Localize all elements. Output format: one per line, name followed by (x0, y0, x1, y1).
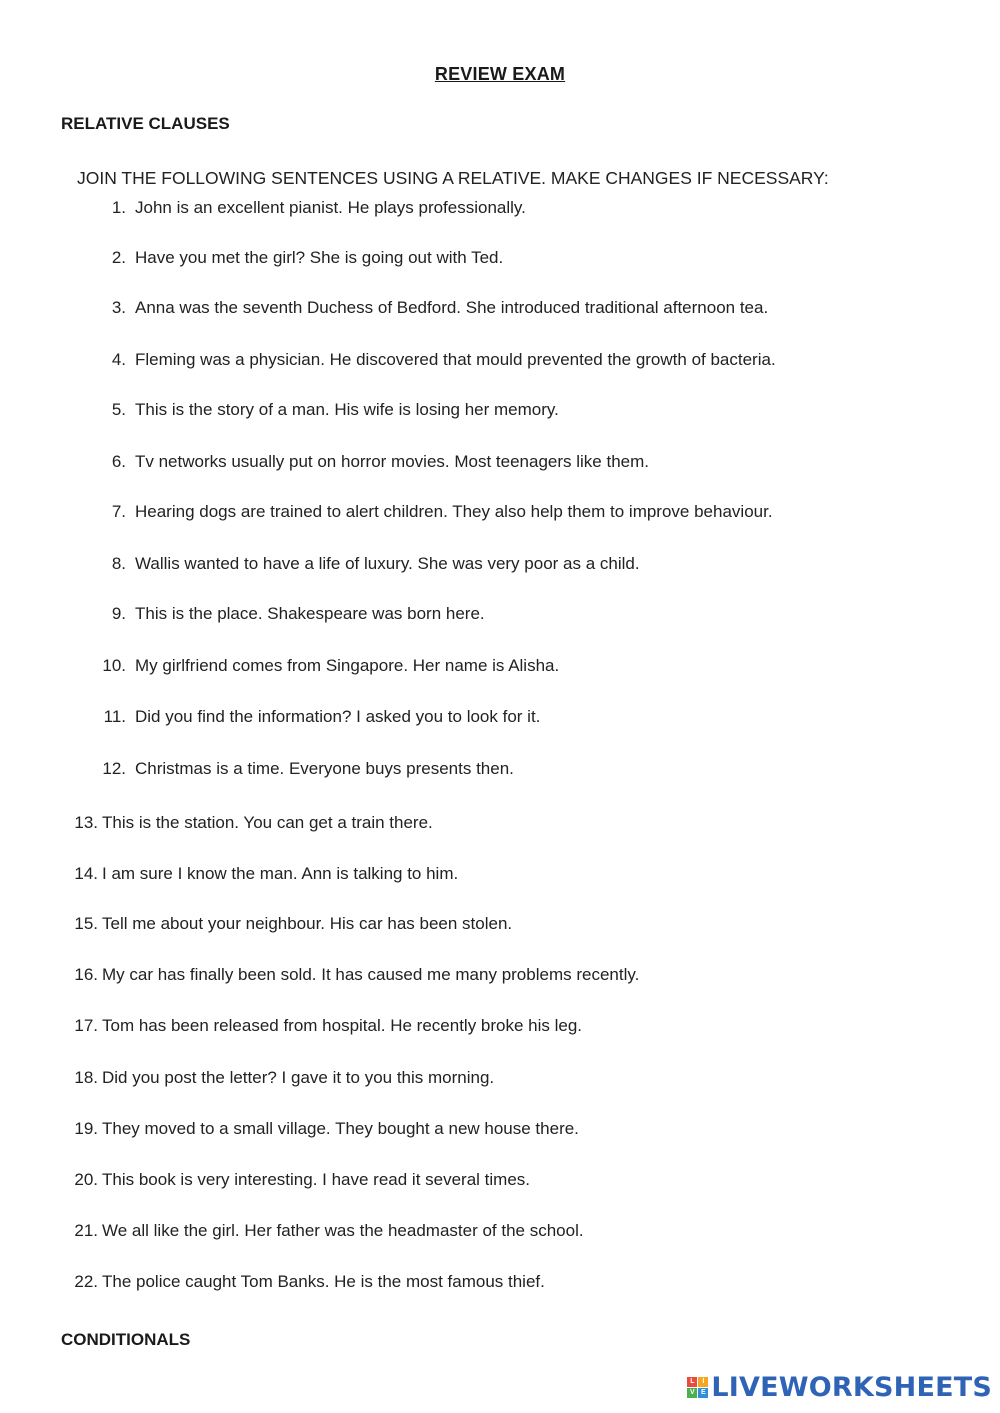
question-text: Tell me about your neighbour. His car has been stolen. (102, 914, 513, 933)
question-text: John is an excellent pianist. He plays professionally. (135, 198, 526, 217)
question-number: 19. (74, 1119, 98, 1138)
question-item (100, 400, 559, 420)
question-number: 22. (74, 1272, 98, 1291)
question-number: 4. (111, 350, 126, 369)
brand-letter: E (698, 1388, 708, 1398)
question-number: 13. (74, 813, 98, 832)
question-text: This is the story of a man. His wife is losing her memory. (135, 400, 559, 419)
question-text: This book is very interesting. I have read it several times. (102, 1170, 531, 1189)
question-text: The police caught Tom Banks. He is the most famous thief. (102, 1272, 545, 1291)
question-number: 21. (74, 1221, 98, 1240)
question-item (100, 656, 559, 676)
question-number: 16. (74, 965, 98, 984)
question-item (72, 1221, 584, 1241)
section-heading-conditionals: CONDITIONALS (61, 1330, 191, 1349)
brand-grid-icon (687, 1377, 708, 1398)
question-text: Tv networks usually put on horror movies. Most teenagers like them. (135, 452, 649, 471)
question-number: 18. (74, 1068, 98, 1087)
question-item (72, 914, 512, 934)
question-number: 7. (111, 502, 126, 521)
question-text: My girlfriend comes from Singapore. Her name is Alisha. (135, 656, 560, 675)
question-text: Did you find the information? I asked you to look for it. (135, 707, 541, 726)
question-item (72, 965, 639, 985)
question-item (100, 759, 514, 779)
question-item (72, 1119, 579, 1139)
brand-letter: V (687, 1388, 697, 1398)
question-number: 2. (111, 248, 126, 267)
question-number: 6. (111, 452, 126, 471)
question-number: 9. (111, 604, 126, 623)
question-text: My car has finally been sold. It has caused me many problems recently. (102, 965, 640, 984)
question-item (100, 298, 768, 318)
question-item (100, 604, 485, 624)
question-item (100, 452, 649, 472)
question-item (100, 248, 503, 268)
question-number: 5. (111, 400, 126, 419)
question-text: Christmas is a time. Everyone buys presents then. (135, 759, 514, 778)
question-item (72, 1016, 582, 1036)
question-text: Fleming was a physician. He discovered that mould prevented the growth of bacteria. (135, 350, 776, 369)
instructions: JOIN THE FOLLOWING SENTENCES USING A RELATIVE. MAKE CHANGES IF NECESSARY: (77, 168, 829, 188)
question-text: We all like the girl. Her father was the headmaster of the school. (102, 1221, 584, 1240)
question-number: 3. (111, 298, 126, 317)
question-item (100, 502, 773, 522)
question-item (100, 554, 640, 574)
question-text: Have you met the girl? She is going out with Ted. (135, 248, 504, 267)
page-title: REVIEW EXAM (434, 64, 566, 84)
question-number: 10. (102, 656, 126, 675)
brand-name: LIVEWORKSHEETS (711, 1372, 992, 1403)
question-item (100, 198, 526, 218)
question-number: 14. (74, 864, 98, 883)
question-text: They moved to a small village. They bought a new house there. (102, 1119, 579, 1138)
question-item (100, 707, 540, 727)
question-text: Wallis wanted to have a life of luxury. She was very poor as a child. (135, 554, 640, 573)
question-text: Hearing dogs are trained to alert children. They also help them to improve behaviour. (135, 502, 773, 521)
question-item (100, 350, 776, 370)
brand-letter: L (687, 1377, 697, 1387)
question-number: 1. (111, 198, 126, 217)
question-number: 15. (74, 914, 98, 933)
question-number: 20. (74, 1170, 98, 1189)
question-text: This is the place. Shakespeare was born here. (135, 604, 485, 623)
question-number: 11. (103, 707, 126, 726)
question-text: Tom has been released from hospital. He recently broke his leg. (102, 1016, 583, 1035)
question-text: I am sure I know the man. Ann is talking to him. (102, 864, 459, 883)
brand-letter: I (698, 1377, 708, 1387)
question-text: This is the station. You can get a train there. (102, 813, 433, 832)
question-number: 12. (102, 759, 126, 778)
question-item (72, 1272, 545, 1292)
question-number: 17. (74, 1016, 98, 1035)
question-text: Did you post the letter? I gave it to you this morning. (102, 1068, 495, 1087)
question-item (72, 864, 458, 884)
question-item (72, 813, 433, 833)
question-item (72, 1170, 530, 1190)
question-text: Anna was the seventh Duchess of Bedford. She introduced traditional afternoon tea. (135, 298, 769, 317)
section-heading-relative-clauses: RELATIVE CLAUSES (61, 114, 230, 133)
question-number: 8. (111, 554, 126, 573)
question-item (72, 1068, 494, 1088)
liveworksheets-logo (687, 1372, 992, 1403)
